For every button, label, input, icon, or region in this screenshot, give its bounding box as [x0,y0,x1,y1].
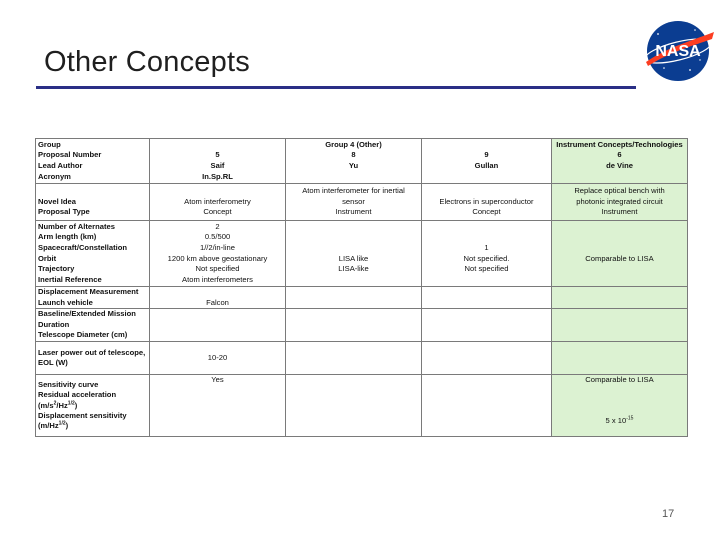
header-labels: Group Proposal Number Lead Author Acronym [36,139,150,184]
nasa-logo-icon [640,18,716,84]
novel-idea-col1: Atom interferometry Concept [150,184,286,221]
mission-parameters-labels: Number of Alternates Arm length (km) Spacecraft/Constellation Orbit Trajectory Inertial Reference [36,221,150,287]
mission-duration-col3 [422,309,552,342]
launch-row [36,287,688,309]
mission-duration-labels: Baseline/Extended Mission Duration Telescope Diameter (cm) [36,309,150,342]
page-number: 17 [662,508,675,520]
sensitivity-col3 [422,375,552,437]
displacement-sensitivity-value: 5 x 10 [605,416,627,426]
header-col3: 9 Gullan [422,139,552,184]
mission-parameters-col2: LISA like LISA-like [286,221,422,287]
launch-col2 [286,287,422,309]
header-row [36,139,688,184]
header-col2: Group 4 (Other) 8 Yu [286,139,422,184]
mission-parameters-col4: Comparable to LISA [552,221,688,287]
novel-idea-row [36,184,688,221]
sensitivity-col2 [286,375,422,437]
laser-power-col2 [286,342,422,375]
svg-text:NASA: NASA [655,43,701,60]
mission-duration-col2 [286,309,422,342]
novel-idea-labels: Novel Idea Proposal Type [36,184,150,221]
sensitivity-row [36,375,688,437]
launch-col4 [552,287,688,309]
mission-duration-col4 [552,309,688,342]
mission-parameters-col3: 1 Not specified. Not specified [422,221,552,287]
laser-power-col4 [552,342,688,375]
mission-duration-row [36,309,688,342]
sensitivity-col1: Yes [150,375,286,437]
header-col4: Instrument Concepts/Technologies 6 de Vine [552,139,688,184]
sensitivity-labels: Sensitivity curve Residual acceleration $(m/s^2/Hz^{1/2})$ Displacement sensitivity $(m/Hz^{1/2})$ [36,375,150,437]
laser-power-label: Laser power out of telescope, EOL (W) [36,342,150,375]
mission-duration-col1 [150,309,286,342]
sensitivity-col4: Comparable to LISA 5 x $10^{-15}$ [552,375,688,437]
laser-power-col1: 10-20 [150,342,286,375]
laser-power-col3 [422,342,552,375]
laser-power-row [36,342,688,375]
novel-idea-col4: Replace optical bench with photonic integrated circuit Instrument [552,184,688,221]
launch-col1: Falcon [150,287,286,309]
novel-idea-col3: Electrons in superconductor Concept [422,184,552,221]
novel-idea-col2: Atom interferometer for inertial sensor Instrument [286,184,422,221]
title-underline [36,86,636,89]
mission-parameters-row [36,221,688,287]
concepts-table [35,138,688,437]
slide-title: Other Concepts [44,46,250,78]
header-col1: 5 Saif In.Sp.RL [150,139,286,184]
launch-col3 [422,287,552,309]
mission-parameters-col1: 2 0.5/500 1//2/in-line 1200 km above geostationary Not specified Atom interferometers [150,221,286,287]
launch-labels: Displacement Measurement Launch vehicle [36,287,150,309]
